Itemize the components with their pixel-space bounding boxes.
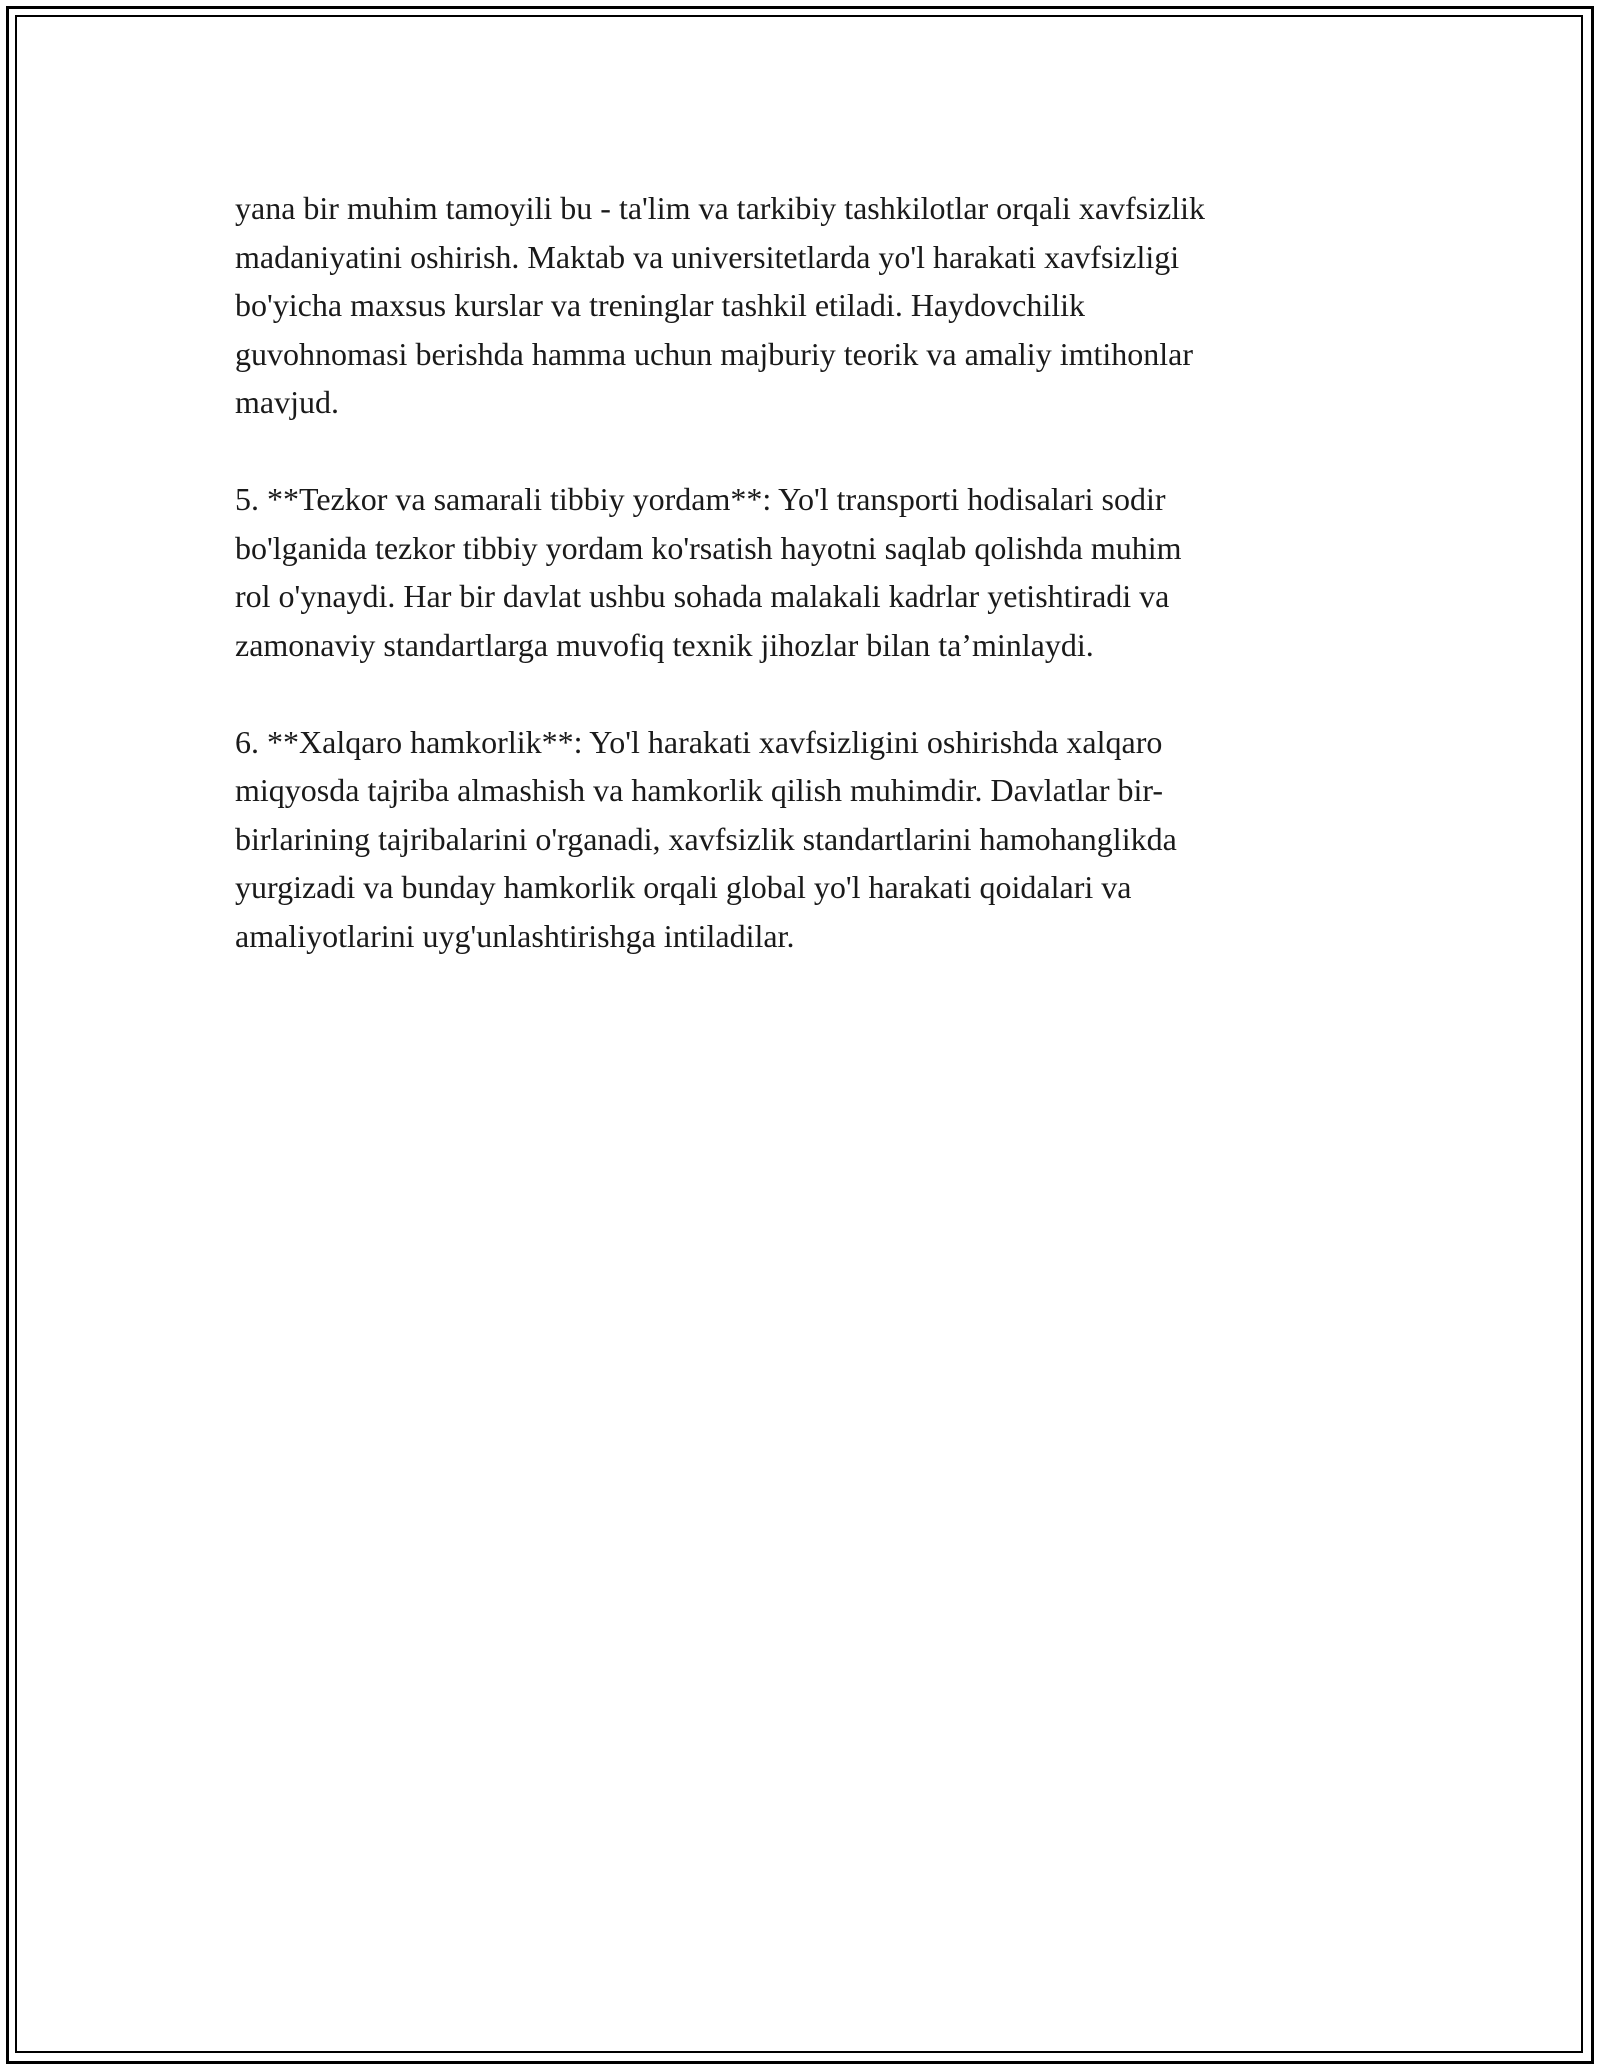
paragraph-medical-aid: 5. **Tezkor va samarali tibbiy yordam**: Yo'l transporti hodisalari sodir bo'lganida tezkor tibbiy yordam ko'rsatish hayotni saqlab qolishda muhim rol o'ynaydi. Har bir davlat ushbu sohada malakali kadrlar yetishtiradi va zamonaviy standartlarga muvofiq texnik jihozlar bilan ta’minlaydi. bbox=[235, 481, 1182, 663]
paragraph-safety-culture: yana bir muhim tamoyili bu - ta'lim va tarkibiy tashkilotlar orqali xavfsizlik madaniyatini oshirish. Maktab va universitetlarda yo'l harakati xavfsizligi bo'yicha maxsus kurslar va treninglar tashkil etiladi. Haydovchilik guvohnomasi berishda hamma uchun majburiy teorik va amaliy imtihonlar mavjud. bbox=[235, 190, 1205, 420]
paragraph-international-cooperation: 6. **Xalqaro hamkorlik**: Yo'l harakati xavfsizligini oshirishda xalqaro miqyosda tajriba almashish va hamkorlik qilish muhimdir. Davlatlar bir- birlarining tajribalarini o'rganadi, xavfsizlik standartlarini hamohanglikda yurgizadi va bunday hamkorlik orqali global yo'l harakati qoidalari va amaliyotlarini uyg'unlashtirishga intiladilar. bbox=[235, 723, 1177, 954]
document-body bbox=[235, 184, 1370, 960]
